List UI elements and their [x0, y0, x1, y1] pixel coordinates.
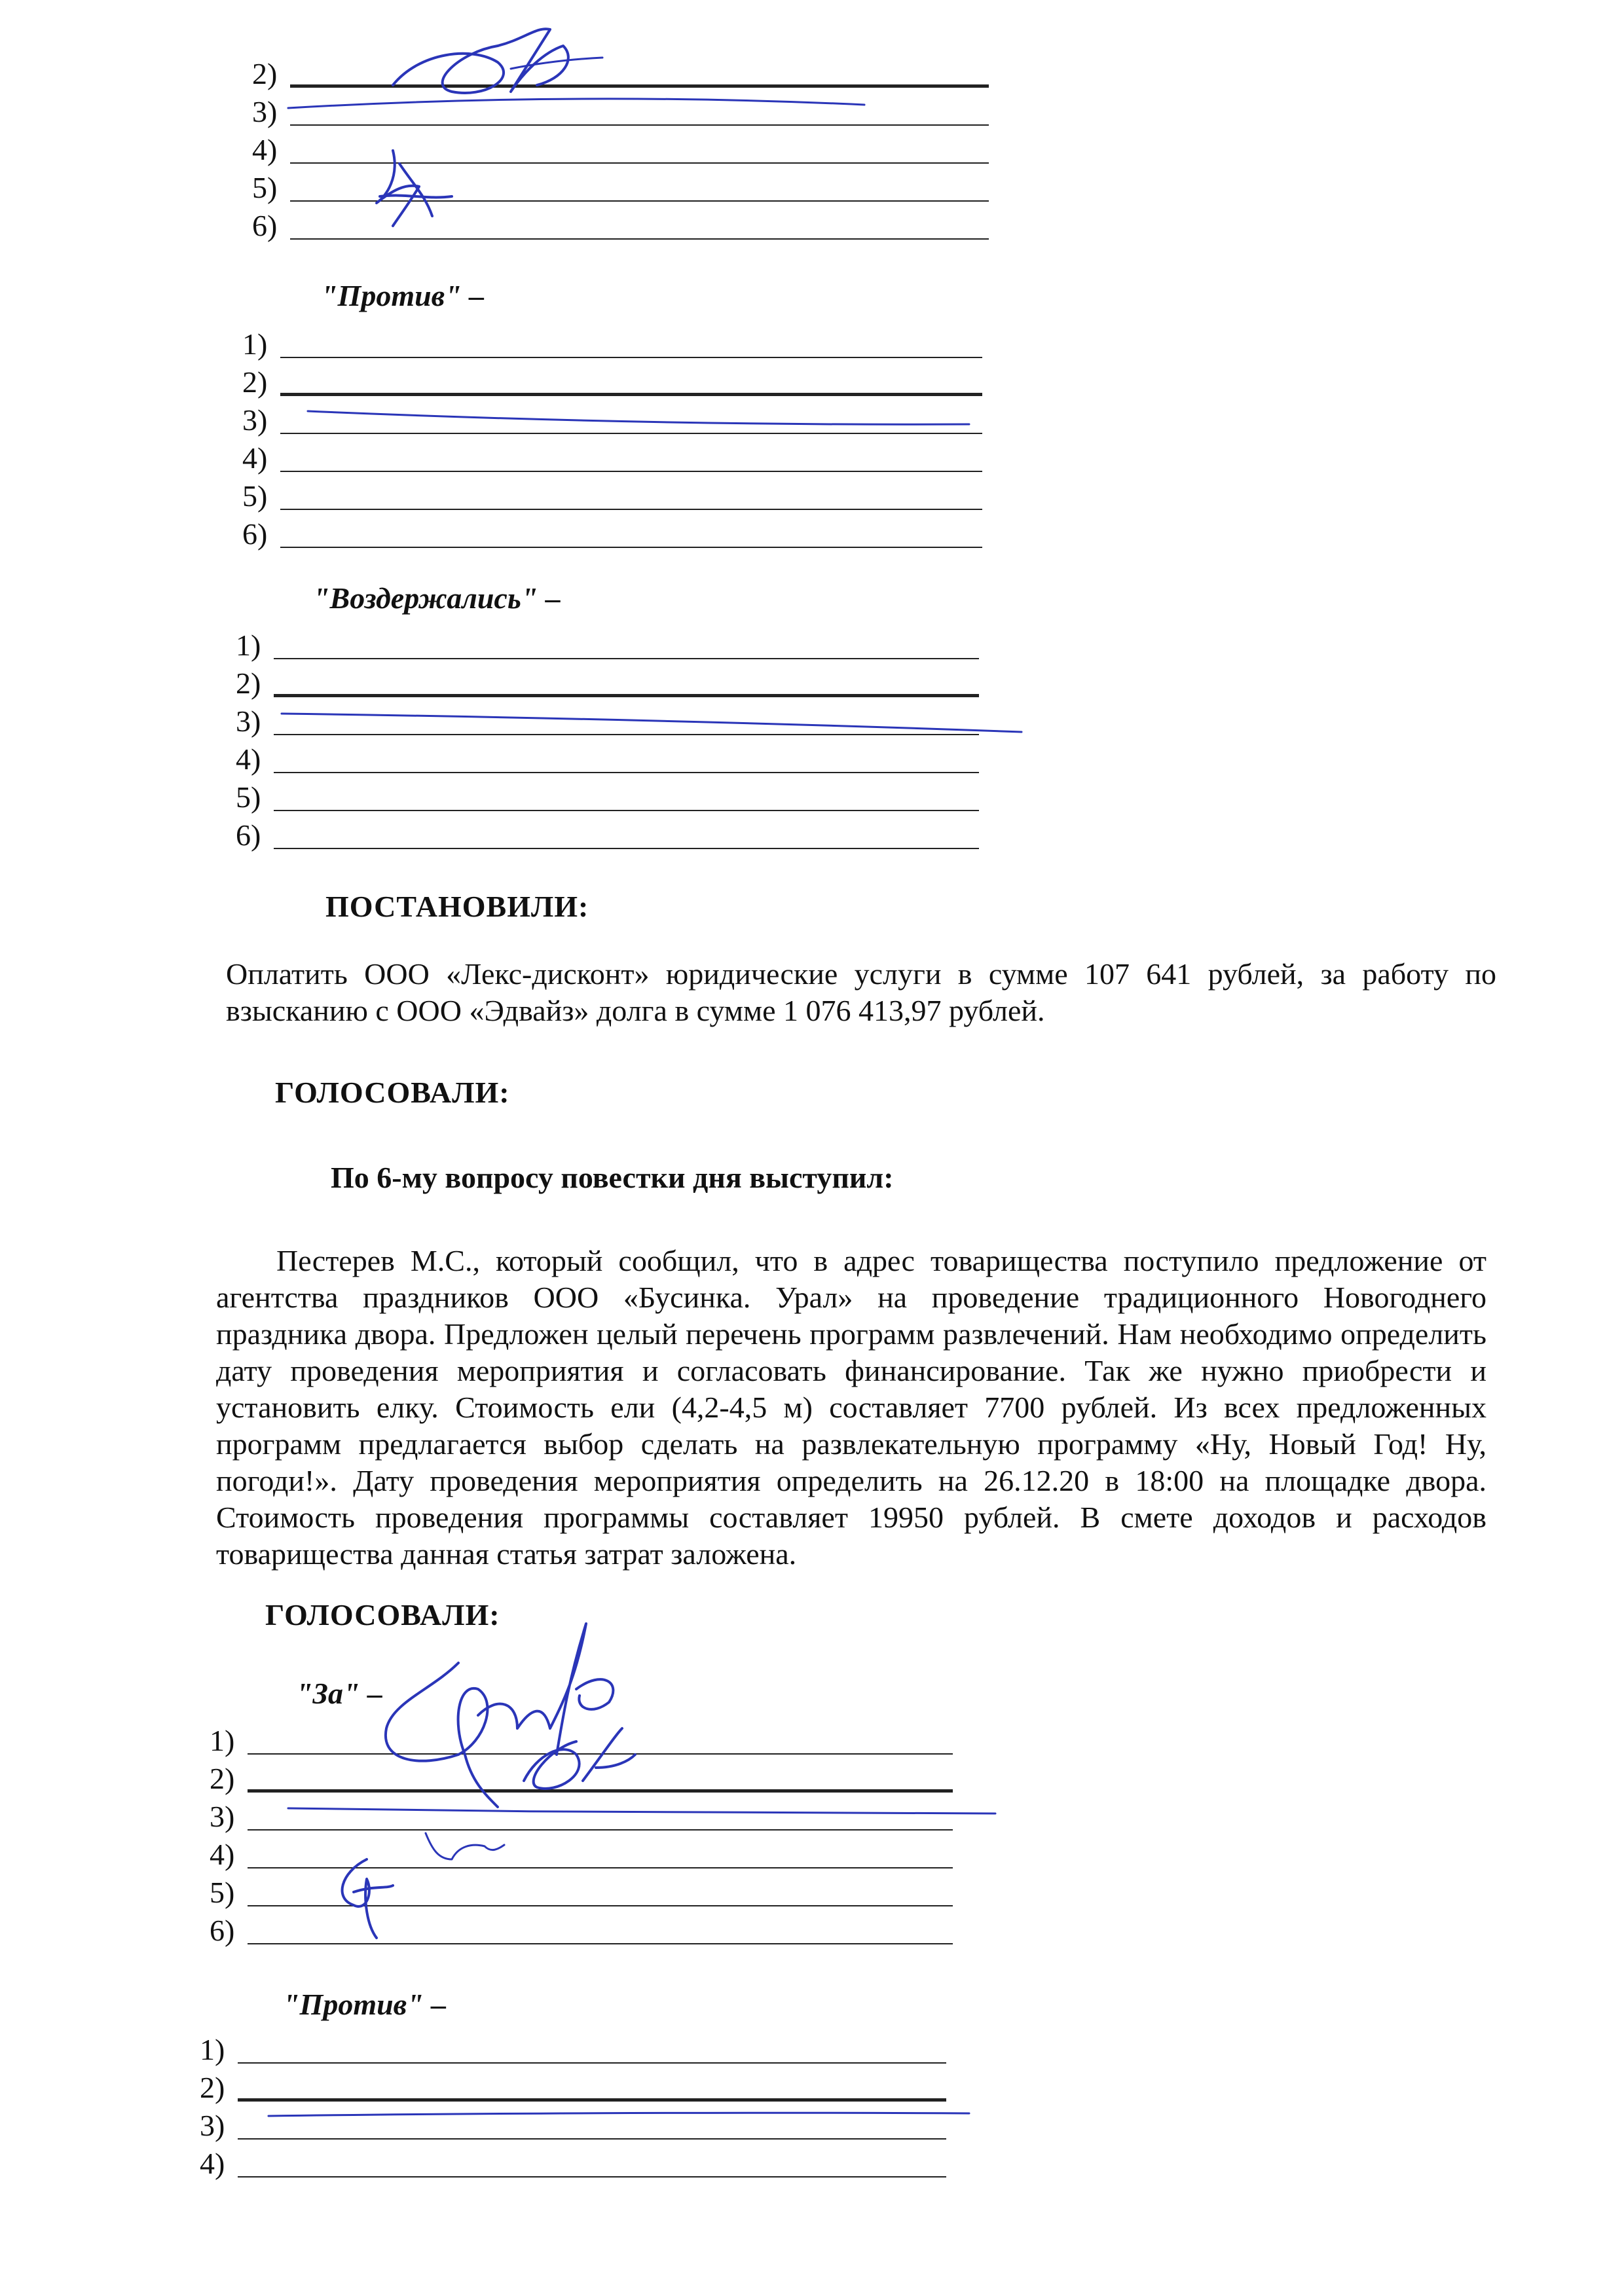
list-item — [210, 1721, 953, 1757]
signature-line — [290, 84, 989, 88]
row-number: 4) — [210, 1838, 235, 1871]
list-item — [200, 2105, 946, 2142]
row-number: 2) — [200, 2071, 225, 2104]
signature-line — [280, 357, 982, 358]
signature-line — [280, 547, 982, 548]
signature-line — [274, 658, 979, 659]
signature-line — [248, 1753, 953, 1755]
signature-line — [274, 772, 979, 773]
row-number: 2) — [236, 666, 261, 700]
list-item — [252, 168, 989, 204]
signature-line — [238, 2098, 946, 2102]
row-number: 1) — [210, 1724, 235, 1757]
signature-line — [290, 200, 989, 202]
row-number: 5) — [252, 171, 278, 204]
resolution-paragraph: Оплатить ООО «Лекс-дисконт» юридические услуги в сумме 107 641 рублей, за работу по взысканию с ООО «Эдвайз» долга в сумме 1 076 413,97 рублей. — [226, 957, 1496, 1027]
signature-line — [238, 2062, 946, 2064]
signature-line — [248, 1789, 953, 1793]
list-item — [236, 777, 979, 814]
row-number: 4) — [252, 133, 278, 166]
signature-line — [238, 2138, 946, 2140]
signature-line — [248, 1867, 953, 1868]
row-number: 6) — [252, 209, 278, 242]
signature-line — [280, 509, 982, 510]
agenda-item-heading: По 6-му вопросу повестки дня выступил: — [331, 1161, 894, 1194]
row-number: 2) — [210, 1762, 235, 1795]
vote-heading-protiv-2: "Против" – — [283, 1988, 447, 2021]
list-item — [210, 1796, 953, 1833]
list-item — [252, 54, 989, 90]
list-item — [252, 130, 989, 166]
row-number: 4) — [200, 2147, 225, 2180]
section-heading-golosovali: ГОЛОСОВАЛИ: — [275, 1076, 510, 1109]
vote-heading-za: "За" – — [296, 1677, 382, 1710]
row-number: 3) — [200, 2109, 225, 2142]
list-item — [210, 1872, 953, 1909]
list-item — [200, 2030, 946, 2066]
list-item — [236, 701, 979, 738]
list-item — [236, 663, 979, 700]
row-number: 6) — [210, 1914, 235, 1947]
row-number: 3) — [242, 403, 268, 437]
list-item — [200, 2143, 946, 2180]
signature-line — [290, 124, 989, 126]
list-item — [252, 206, 989, 242]
list-item — [236, 625, 979, 662]
row-number: 3) — [210, 1800, 235, 1833]
list-item — [242, 324, 982, 361]
signature-line — [280, 393, 982, 396]
list-item — [210, 1910, 953, 1947]
row-number: 6) — [236, 818, 261, 852]
signature-line — [248, 1829, 953, 1831]
list-item — [200, 2068, 946, 2104]
list-item — [210, 1834, 953, 1871]
signature-line — [280, 433, 982, 434]
row-number: 1) — [242, 327, 268, 361]
signature-line — [274, 694, 979, 697]
signature-line — [274, 810, 979, 811]
list-item — [252, 92, 989, 128]
row-number: 1) — [236, 629, 261, 662]
row-number: 5) — [242, 479, 268, 513]
speaker-paragraph: Пестерев М.С., который сообщил, что в адрес товарищества поступило предложение от агентства праздников ООО «Бусинка. Урал» на проведение традиционного Новогоднего праздника двора. Предложен целый перечень программ развлечений. Нам необходимо определить дату проведения мероприятия и согласовать финансирование. Так же нужно приобрести и установить елку. Стоимость ели (4,2-4,5 м) составляет 7700 рублей. Из всех предложенных программ предлагается выбор сделать на развлекательную программу «Ну, Новый Год! Ну, погоди!». Дату проведения мероприятия определить на 26.12.20 в 18:00 на площадке двора. Стоимость проведения программы составляет 19950 рублей. В смете доходов и расходов товарищества данная статья затрат заложена. — [216, 1244, 1486, 1571]
vote-heading-protiv: "Против" – — [321, 279, 485, 312]
signature-line — [274, 734, 979, 735]
signature-line — [290, 162, 989, 164]
list-item — [242, 476, 982, 513]
list-item — [242, 400, 982, 437]
signature-line — [248, 1905, 953, 1906]
row-number: 2) — [252, 57, 278, 90]
signature-line — [274, 848, 979, 849]
list-item — [236, 815, 979, 852]
row-number: 2) — [242, 365, 268, 399]
list-item — [210, 1758, 953, 1795]
section-heading-postanovili: ПОСТАНОВИЛИ: — [325, 890, 589, 923]
list-item — [242, 362, 982, 399]
row-number: 4) — [236, 742, 261, 776]
section-heading-golosovali-2: ГОЛОСОВАЛИ: — [265, 1598, 500, 1631]
signature-line — [248, 1943, 953, 1944]
row-number: 5) — [210, 1876, 235, 1909]
row-number: 5) — [236, 780, 261, 814]
list-item — [236, 739, 979, 776]
list-item — [242, 438, 982, 475]
row-number: 6) — [242, 517, 268, 551]
row-number: 3) — [236, 704, 261, 738]
list-item — [242, 514, 982, 551]
signature-line — [290, 238, 989, 240]
row-number: 4) — [242, 441, 268, 475]
signature-line — [238, 2176, 946, 2178]
signature-line — [280, 471, 982, 472]
row-number: 1) — [200, 2033, 225, 2066]
row-number: 3) — [252, 95, 278, 128]
vote-heading-vozderzhalis: "Воздержались" – — [313, 581, 561, 615]
